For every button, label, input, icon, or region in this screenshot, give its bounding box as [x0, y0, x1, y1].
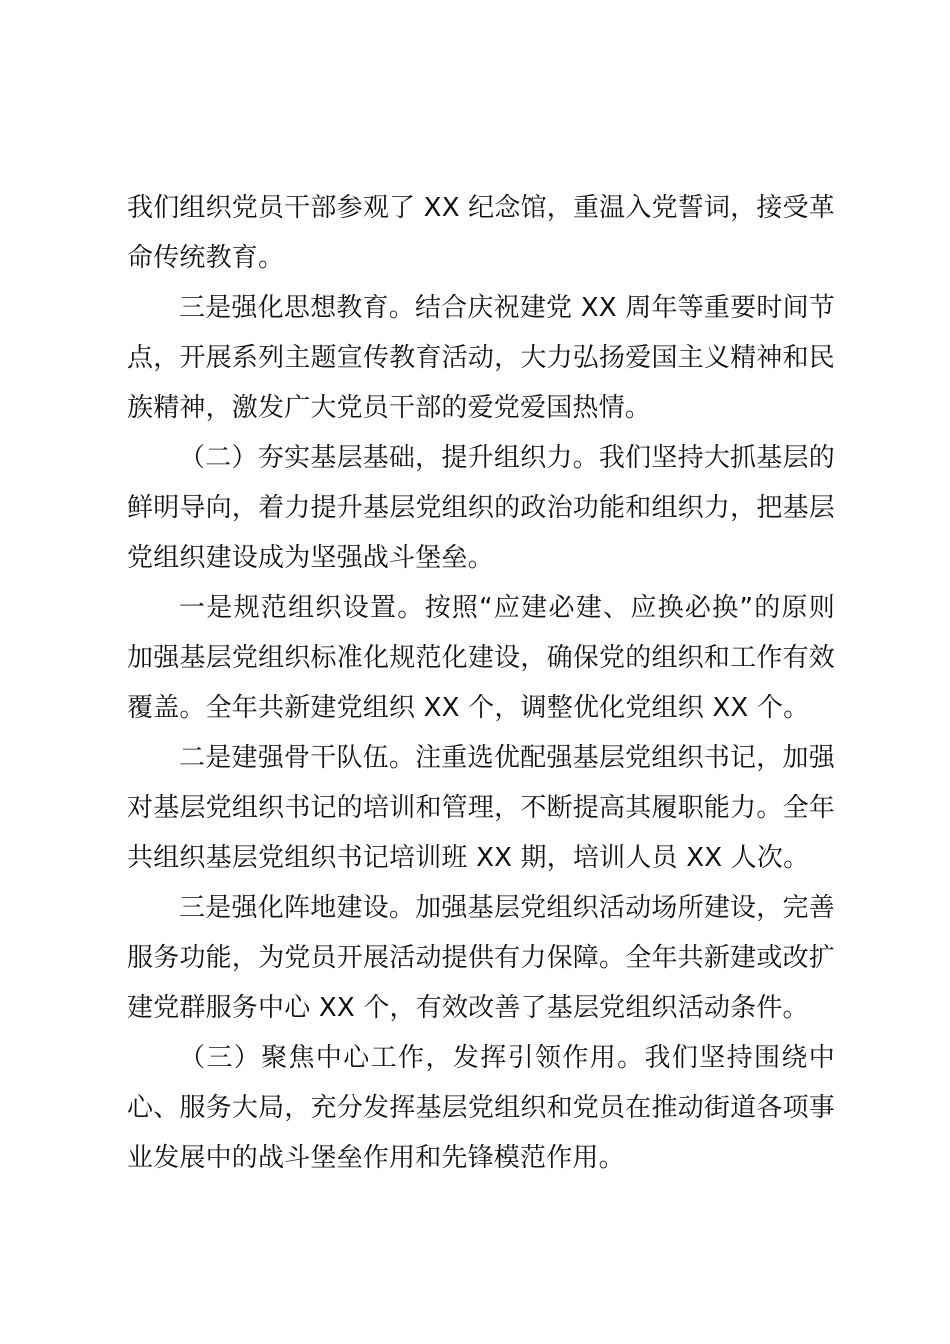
paragraph-continued: 我们组织党员干部参观了 XX 纪念馆，重温入党誓词，接受革命传统教育。 [127, 193, 835, 273]
paragraph-position-building: 三是强化阵地建设。加强基层党组织活动场所建设，完善服务功能，为党员开展活动提供有力保障。全年共新建或改扩建党群服务中心 XX 个，有效改善了基层党组织活动条件。 [127, 893, 835, 1023]
paragraph-section-two-heading: （二）夯实基层基础，提升组织力。我们坚持大抓基层的鲜明导向，着力提升基层党组织的政治功能和组织力，把基层党组织建设成为坚强战斗堡垒。 [127, 443, 835, 573]
document-body [127, 183, 835, 1183]
paragraph-section-three-heading: （三）聚焦中心工作，发挥引领作用。我们坚持围绕中心、服务大局，充分发挥基层党组织和党员在推动街道各项事业发展中的战斗堡垒作用和先锋模范作用。 [127, 1043, 835, 1173]
paragraph-organization-setup: 一是规范组织设置。按照“应建必建、应换必换”的原则加强基层党组织标准化规范化建设，确保党的组织和工作有效覆盖。全年共新建党组织 XX 个，调整优化党组织 XX 个。 [127, 593, 835, 723]
paragraph-ideological-education: 三是强化思想教育。结合庆祝建党 XX 周年等重要时间节点，开展系列主题宣传教育活动，大力弘扬爱国主义精神和民族精神，激发广大党员干部的爱党爱国热情。 [127, 293, 835, 423]
paragraph-backbone-team: 二是建强骨干队伍。注重选优配强基层党组织书记，加强对基层党组织书记的培训和管理，不断提高其履职能力。全年共组织基层党组织书记培训班 XX 期，培训人员 XX 人次。 [127, 743, 835, 873]
